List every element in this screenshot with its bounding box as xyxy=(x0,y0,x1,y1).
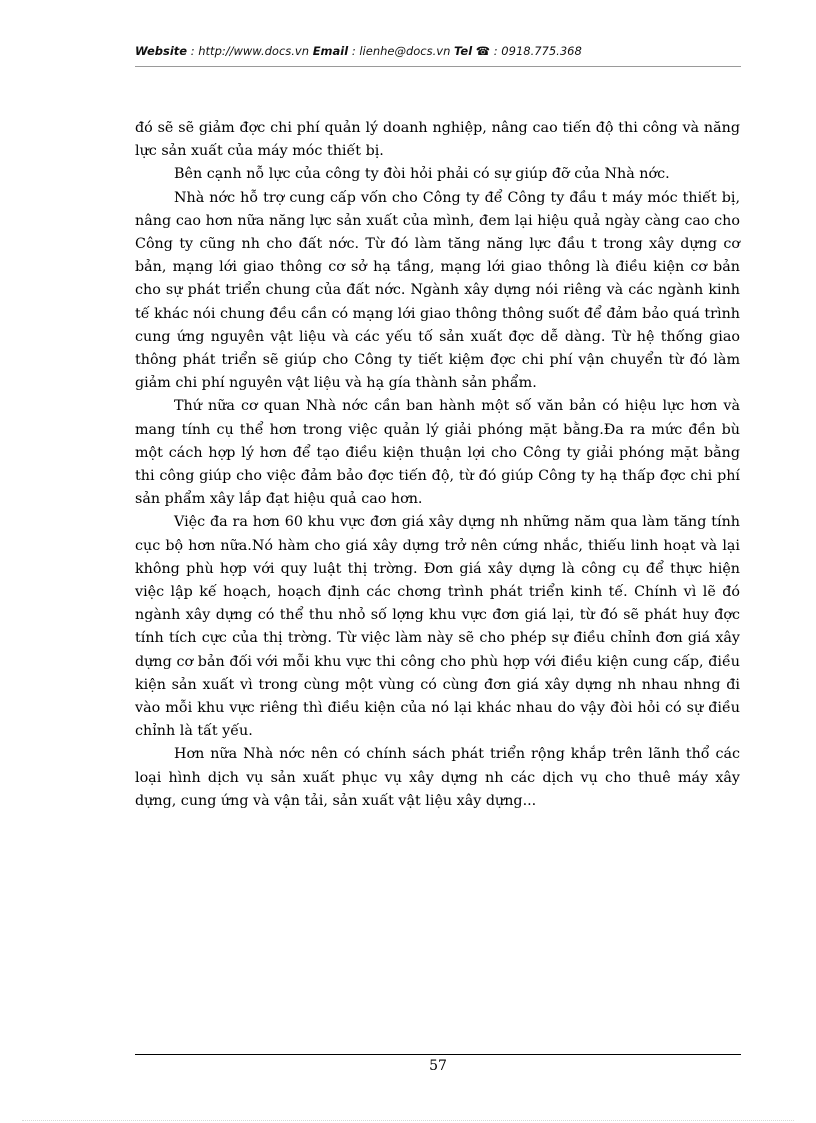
paragraph-2: Bên cạnh nỗ lực của công ty đòi hỏi phải có sự giúp đỡ của Nhà nớc. xyxy=(174,166,670,183)
paragraph-5: Việc đa ra hơn 60 khu vực đơn giá xây dựng nh những năm qua làm tăng tính cục bộ hơn nữa.Nó hàm cho giá xây dựng trở nên cứng nhắc, thiếu linh hoạt và lại không phù hợp với quy luật thị trờng. Đơn giá xây dựng là công cụ để thực hiện việc lập kế hoạch, hoạch định các chơng trình phát triển kinh tế. Chính vì lẽ đó ngành xây dựng có thể thu nhỏ số lợng khu vực đơn giá lại, từ đó sẽ phát huy đợc tính tích cực của thị trờng. Từ việc làm này sẽ cho phép sự điều chỉnh đơn giá xây dựng cơ bản đối với mỗi khu vực thi công cho phù hợp với điều kiện cung cấp, điều kiện sản xuất vì trong cùng một vùng có cùng đơn giá xây dựng nh nhau nhng đi vào mỗi khu vực riêng thì điều kiện của nó lại khác nhau do vậy đòi hỏi có sự điều chỉnh là tất yếu. xyxy=(135,514,740,740)
paragraph-4: Thứ nữa cơ quan Nhà nớc cần ban hành một số văn bản có hiệu lực hơn và mang tính cụ thể hơn trong việc quản lý giải phóng mặt bằng.Đa ra mức đền bù một cách hợp lý hơn để tạo điều kiện thuận lợi cho Công ty giải phóng mặt bằng thi công giúp cho việc đảm bảo đợc tiến độ, từ đó giúp Công ty hạ thấp đợc chi phí sản phẩm xây lắp đạt hiệu quả cao hơn. xyxy=(135,398,740,508)
page-bottom-border xyxy=(22,1120,794,1121)
header-divider xyxy=(135,66,741,67)
page-header xyxy=(135,44,741,58)
paragraph-1: đó sẽ sẽ giảm đợc chi phí quản lý doanh nghiệp, nâng cao tiến độ thi công và năng lực sản xuất của máy móc thiết bị. xyxy=(135,120,740,160)
website-value: : http://www.docs.vn xyxy=(187,44,313,58)
email-value: : lienhe@docs.vn xyxy=(348,44,455,58)
website-label: Website xyxy=(135,44,188,58)
paragraph-3: Nhà nớc hỗ trợ cung cấp vốn cho Công ty để Công ty đầu t máy móc thiết bị, nâng cao hơn nữa năng lực sản xuất của mình, đem lại hiệu quả ngày càng cao cho Công ty cũng nh cho đất nớc. Từ đó làm tăng năng lực đầu t trong xây dựng cơ bản, mạng lới giao thông cơ sở hạ tầng, mạng lới giao thông là điều kiện cơ bản cho sự phát triển chung của đất nớc. Ngành xây dựng nói riêng và các ngành kinh tế khác nói chung đều cần có mạng lới giao thông thông suốt để đảm bảo quá trình cung ứng nguyên vật liệu và các yếu tố sản xuất đợc dễ dàng. Từ hệ thống giao thông phát triển sẽ giúp cho Công ty tiết kiệm đợc chi phí vận chuyển từ đó làm giảm chi phí nguyên vật liệu và hạ gía thành sản phẩm. xyxy=(135,189,740,392)
tel-label: Tel xyxy=(454,44,473,58)
document-body xyxy=(135,117,740,813)
phone-icon: ☎ xyxy=(475,44,491,58)
tel-value: : 0918.775.368 xyxy=(490,44,582,58)
page-number: 57 xyxy=(429,1058,447,1074)
email-label: Email xyxy=(312,44,349,58)
paragraph-6: Hơn nữa Nhà nớc nên có chính sách phát triển rộng khắp trên lãnh thổ các loại hình dịch vụ sản xuất phục vụ xây dựng nh các dịch vụ cho thuê máy xây dựng, cung ứng và vận tải, sản xuất vật liệu xây dựng... xyxy=(135,746,740,809)
footer-divider xyxy=(135,1054,741,1055)
